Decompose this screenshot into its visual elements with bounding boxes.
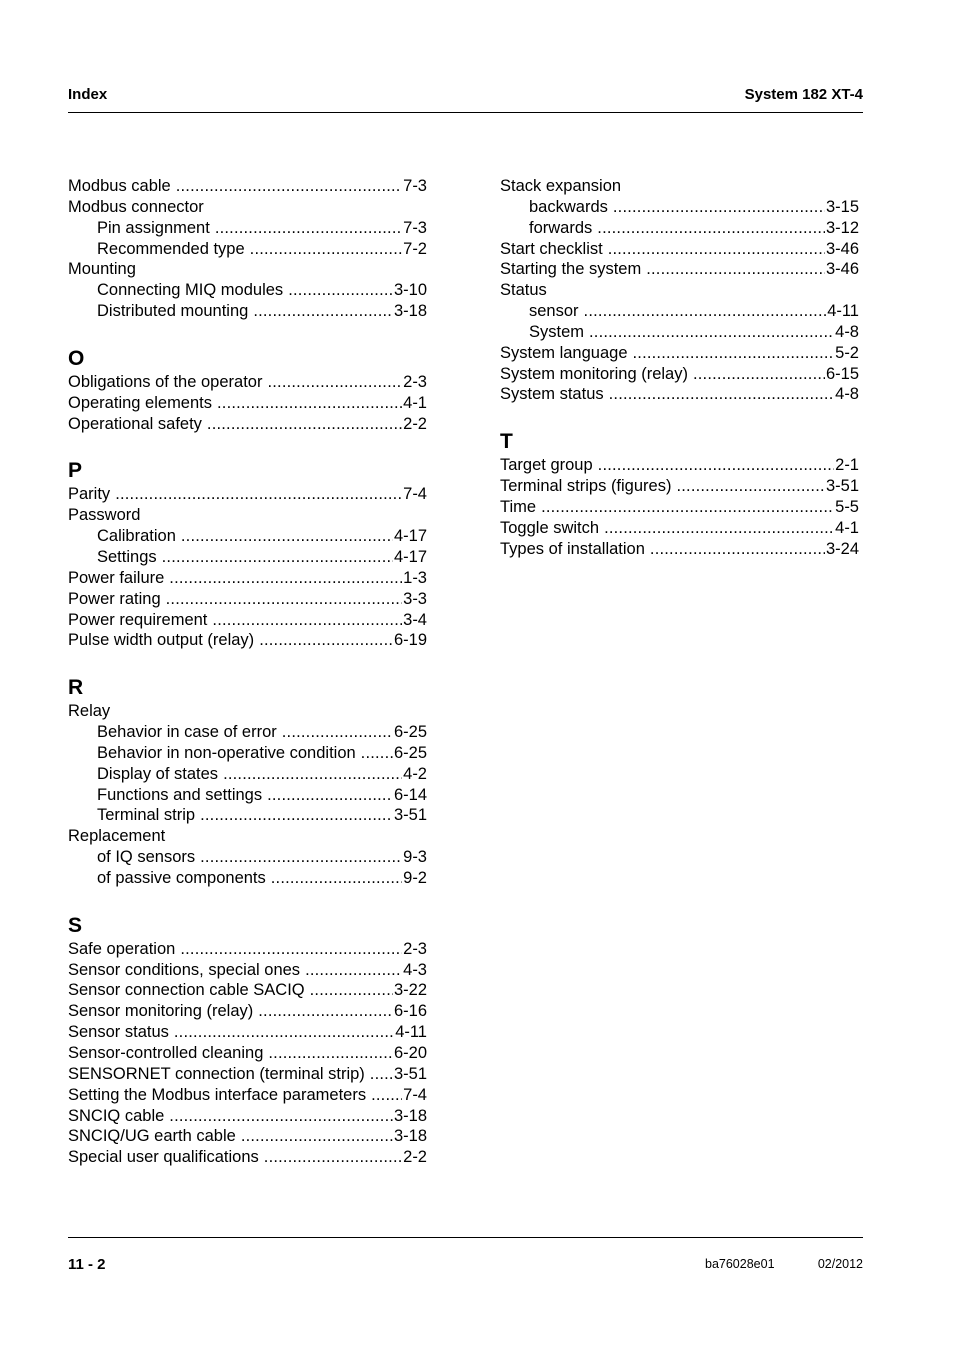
index-entry-text: Sensor status <box>68 1023 169 1042</box>
index-letter-heading: R <box>68 676 84 700</box>
index-entry <box>500 259 859 280</box>
index-entry-text: Safe operation <box>68 939 176 958</box>
index-page-ref: 7-3 <box>403 177 427 195</box>
index-entry-text: System language <box>500 343 628 362</box>
index-entry-text: Operating elements <box>68 393 212 412</box>
index-entry-text: Password <box>68 506 141 525</box>
index-entry <box>500 239 859 260</box>
footer-page-number: 11 - 2 <box>68 1256 106 1273</box>
index-page-ref: 5-2 <box>835 343 859 362</box>
index-subentry <box>68 526 427 547</box>
dot-leader <box>693 364 825 385</box>
index-entry-text: Recommended type <box>97 239 245 258</box>
dot-leader <box>597 218 825 239</box>
dot-leader <box>646 259 825 280</box>
index-page-ref: 4-8 <box>835 385 859 404</box>
dot-leader <box>541 497 834 518</box>
index-entry-text: Sensor connection cable SACIQ <box>68 981 305 1000</box>
dot-leader <box>370 1064 393 1085</box>
index-page-ref: 7-4 <box>403 485 427 504</box>
footer-document-id: ba76028e01 <box>705 1257 775 1271</box>
dot-leader <box>174 1022 394 1043</box>
index-subentry <box>500 322 859 343</box>
dot-leader <box>371 1085 402 1106</box>
index-entry-text: Starting the system <box>500 260 642 279</box>
index-page-ref: 4-3 <box>403 960 427 979</box>
dot-leader <box>268 1043 393 1064</box>
index-subentry <box>500 218 859 239</box>
dot-leader <box>207 414 402 435</box>
index-letter-heading: T <box>500 430 513 454</box>
dot-leader <box>162 547 393 568</box>
index-entry-text: Pin assignment <box>97 218 210 237</box>
dot-leader <box>598 455 834 476</box>
dot-leader <box>223 764 402 785</box>
index-entry-text: System monitoring (relay) <box>500 364 688 383</box>
index-page-ref: 2-2 <box>403 1148 427 1167</box>
index-page-ref: 5-5 <box>835 497 859 516</box>
index-entry <box>68 197 427 218</box>
dot-leader <box>200 847 402 868</box>
dot-leader <box>181 526 393 547</box>
dot-leader <box>267 785 393 806</box>
dot-leader <box>613 197 825 218</box>
dot-leader <box>589 322 834 343</box>
dot-leader <box>180 939 402 960</box>
index-entry-text: System status <box>500 385 604 404</box>
index-page-ref: 7-3 <box>403 218 427 237</box>
index-entry-text: sensor <box>529 302 579 321</box>
index-entry <box>68 1001 427 1022</box>
index-entry-text: of passive components <box>97 868 266 887</box>
index-page-ref: 4-17 <box>393 547 427 566</box>
dot-leader <box>310 980 393 1001</box>
index-page-ref: 3-12 <box>825 218 859 237</box>
index-entry <box>68 176 427 197</box>
index-subentry <box>68 805 427 826</box>
index-subentry <box>68 301 427 322</box>
index-page-ref: 3-3 <box>403 589 427 608</box>
index-entry <box>500 343 859 364</box>
index-entry <box>68 505 427 526</box>
index-entry <box>68 1022 427 1043</box>
index-page-ref: 3-51 <box>825 477 859 496</box>
index-entry <box>68 414 427 435</box>
index-entry <box>500 176 859 197</box>
index-entry-text: Power failure <box>68 568 165 587</box>
index-entry-text: Types of installation <box>500 539 645 558</box>
index-entry-text: Stack expansion <box>500 177 622 195</box>
index-page-ref: 3-18 <box>393 1127 427 1146</box>
index-entry <box>500 364 859 385</box>
header-document-title: System 182 XT-4 <box>744 86 863 103</box>
index-entry-text: Status <box>500 281 547 300</box>
index-entry-text: Operational safety <box>68 414 202 433</box>
dot-leader <box>253 301 393 322</box>
dot-leader <box>200 805 393 826</box>
index-entry <box>500 455 859 476</box>
index-page-ref: 4-17 <box>393 527 427 546</box>
index-column-left <box>68 176 427 1168</box>
index-page-ref: 2-3 <box>403 939 427 958</box>
index-page-ref: 3-15 <box>825 197 859 216</box>
header-rule <box>68 112 863 113</box>
index-subentry <box>500 197 859 218</box>
index-subentry <box>68 847 427 868</box>
index-entry <box>68 701 427 722</box>
index-page-ref: 3-24 <box>825 539 859 558</box>
dot-leader <box>176 176 402 197</box>
index-entry <box>68 568 427 589</box>
index-entry-text: SENSORNET connection (terminal strip) <box>68 1064 365 1083</box>
index-entry-text: Obligations of the operator <box>68 372 263 391</box>
dot-leader <box>166 589 403 610</box>
index-page-ref: 3-51 <box>393 806 427 825</box>
index-page-ref: 4-11 <box>395 1023 427 1042</box>
dot-leader <box>288 280 393 301</box>
dot-leader <box>676 476 825 497</box>
index-subentry <box>68 743 427 764</box>
dot-leader <box>212 610 402 631</box>
index-entry-text: Sensor monitoring (relay) <box>68 1002 254 1021</box>
index-page-ref: 6-15 <box>825 364 859 383</box>
index-entry-text: Modbus connector <box>68 197 204 216</box>
index-entry <box>68 372 427 393</box>
index-entry-text: Toggle switch <box>500 518 600 537</box>
dot-leader <box>305 960 402 981</box>
index-entry-text: Setting the Modbus interface parameters <box>68 1085 367 1104</box>
index-entry <box>68 1043 427 1064</box>
index-entry <box>68 259 427 280</box>
index-entry <box>500 518 859 539</box>
dot-leader <box>169 1106 393 1127</box>
header-section-title: Index <box>68 86 108 103</box>
index-entry-text: System <box>529 322 585 341</box>
index-page-ref: 3-22 <box>393 981 427 1000</box>
dot-leader <box>264 1147 402 1168</box>
index-entry <box>68 980 427 1001</box>
dot-leader <box>215 218 402 239</box>
index-entry <box>500 280 859 301</box>
index-entry <box>68 939 427 960</box>
index-page-ref: 3-46 <box>825 239 859 258</box>
index-entry-text: Parity <box>68 485 111 504</box>
index-entry <box>500 476 859 497</box>
index-entry-text: of IQ sensors <box>97 848 196 867</box>
index-entry-text: SNCIQ cable <box>68 1106 165 1125</box>
index-page-ref: 1-3 <box>403 568 427 587</box>
index-entry-text: forwards <box>529 218 593 237</box>
index-column-right <box>500 176 859 560</box>
index-entry <box>68 630 427 651</box>
index-entry <box>68 1126 427 1147</box>
index-entry <box>68 960 427 981</box>
index-page-ref: 6-25 <box>393 723 427 742</box>
index-page-ref: 4-8 <box>835 322 859 341</box>
index-entry <box>68 1085 427 1106</box>
dot-leader <box>258 1001 393 1022</box>
index-page-ref: 3-10 <box>393 281 427 300</box>
index-entry-text: Start checklist <box>500 239 603 258</box>
index-page-ref: 6-20 <box>393 1044 427 1062</box>
index-entry <box>68 826 427 847</box>
dot-leader <box>361 743 393 764</box>
index-entry-text: Power rating <box>68 589 161 608</box>
index-subentry <box>68 722 427 743</box>
index-entry-text: Behavior in case of error <box>97 723 277 742</box>
index-entry <box>68 393 427 414</box>
index-entry-text: Connecting MIQ modules <box>97 281 284 300</box>
dot-leader <box>217 393 402 414</box>
index-entry-text: Display of states <box>97 764 219 783</box>
index-page-ref: 9-2 <box>403 868 427 887</box>
index-entry-text: Functions and settings <box>97 785 263 804</box>
index-entry <box>68 1147 427 1168</box>
index-page-ref: 6-14 <box>393 785 427 804</box>
index-entry-text: Sensor conditions, special ones <box>68 960 301 979</box>
index-page-ref: 4-11 <box>827 302 859 321</box>
dot-leader <box>608 239 825 260</box>
index-entry-text: Calibration <box>97 527 176 546</box>
index-subentry <box>68 239 427 260</box>
index-entry <box>500 539 859 560</box>
index-page-ref: 3-18 <box>393 1106 427 1125</box>
index-entry-text: Power requirement <box>68 610 208 629</box>
index-page-ref: 2-3 <box>403 372 427 391</box>
dot-leader <box>650 539 825 560</box>
dot-leader <box>241 1126 393 1147</box>
dot-leader <box>633 343 835 364</box>
index-page-ref: 4-1 <box>403 393 427 412</box>
footer-rule <box>68 1237 863 1238</box>
index-entry-text: Terminal strip <box>97 806 196 825</box>
index-page-ref: 7-2 <box>403 239 427 258</box>
index-page-ref: 3-4 <box>403 610 427 629</box>
dot-leader <box>169 568 402 589</box>
index-entry <box>68 1106 427 1127</box>
index-subentry <box>68 547 427 568</box>
index-subentry <box>500 301 859 322</box>
index-page-ref: 3-51 <box>393 1064 427 1083</box>
index-entry-text: Special user qualifications <box>68 1148 259 1167</box>
index-entry-text: Target group <box>500 456 593 475</box>
index-entry <box>68 589 427 610</box>
dot-leader <box>604 518 834 539</box>
index-page-ref: 6-16 <box>393 1002 427 1021</box>
dot-leader <box>609 384 835 405</box>
dot-leader <box>584 301 827 322</box>
dot-leader <box>282 722 393 743</box>
index-subentry <box>68 218 427 239</box>
index-subentry <box>68 764 427 785</box>
index-page-ref: 4-2 <box>403 764 427 783</box>
index-entry-text: Relay <box>68 702 111 721</box>
dot-leader <box>250 239 402 260</box>
index-subentry <box>68 280 427 301</box>
index-entry <box>68 610 427 631</box>
index-page-ref: 2-2 <box>403 414 427 433</box>
index-page-ref: 7-4 <box>403 1085 427 1104</box>
index-entry <box>68 484 427 505</box>
index-entry-text: backwards <box>529 197 608 216</box>
index-page-ref: 2-1 <box>835 456 859 475</box>
dot-leader <box>259 630 393 651</box>
index-entry-text: Modbus cable <box>68 177 171 195</box>
dot-leader <box>267 372 402 393</box>
index-entry-text: Replacement <box>68 827 166 846</box>
index-page-ref: 6-25 <box>393 743 427 762</box>
index-entry-text: Distributed mounting <box>97 302 249 321</box>
index-entry-text: Pulse width output (relay) <box>68 631 255 650</box>
index-entry <box>500 384 859 405</box>
index-page-ref: 9-3 <box>403 848 427 867</box>
index-entry-text: SNCIQ/UG earth cable <box>68 1127 236 1146</box>
index-letter-heading: O <box>68 346 85 370</box>
dot-leader <box>115 484 402 505</box>
index-entry-text: Time <box>500 497 537 516</box>
index-subentry <box>68 785 427 806</box>
index-entry-text: Settings <box>97 547 157 566</box>
index-page-ref: 4-1 <box>835 518 859 537</box>
index-letter-heading: S <box>68 913 83 937</box>
index-entry-text: Sensor-controlled cleaning <box>68 1044 264 1062</box>
index-page-ref: 3-18 <box>393 302 427 321</box>
index-subentry <box>68 868 427 889</box>
footer-date: 02/2012 <box>817 1257 863 1271</box>
index-page-ref: 6-19 <box>393 631 427 650</box>
index-entry-text: Terminal strips (figures) <box>500 477 672 496</box>
index-letter-heading: P <box>68 459 83 483</box>
index-entry-text: Behavior in non-operative condition <box>97 743 356 762</box>
index-entry <box>500 497 859 518</box>
index-entry <box>68 1064 427 1085</box>
dot-leader <box>271 868 402 889</box>
index-page-ref: 3-46 <box>825 260 859 279</box>
index-entry-text: Mounting <box>68 260 136 279</box>
